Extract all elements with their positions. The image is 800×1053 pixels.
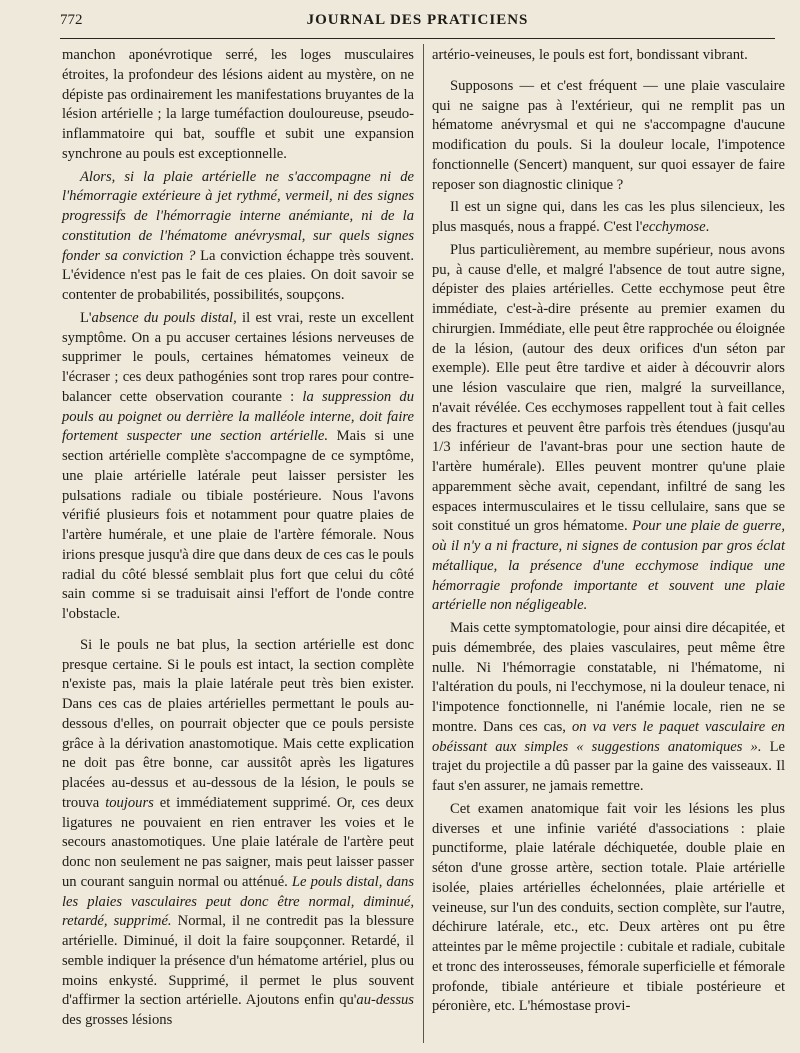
page-header: [60, 10, 775, 32]
page-number: 772: [60, 12, 83, 28]
right-column: [432, 46, 785, 1017]
paragraph: manchon aponévrotique serré, les loges musculaires étroites, la profondeur des lésions aident au mystère, on ne dépiste pas ordinairement les manifestations bruyantes de la lésion artérielle ; la large tuméfaction douloureuse, pseudo-inflammatoire qui bat, souffle et subit une expansion synchrone au pouls est exceptionnelle.: [62, 47, 414, 162]
paragraph: Plus particulièrement, au membre supérieur, nous avons pu, à cause d'elle, et malgré l'absence de tout autre signe, dépister des plaies artérielles. Cette ecchymose peut être immédiate, c'est-à-dire présente au premier examen du chirurgien. Immédiate, elle peut être rapprochée ou éloignée de la lésion, (autour des deux orifices d'un séton par exemple). Elle peut être tardive et aider à découvrir alors une lésion vasculaire que rien, malgré la surveillance, n'avait révélée. Ces ecchymoses rappellent tout à fait celles des fractures et peuvent être parfois très étendues (jusqu'au 1/3 inférieur de l'avant-bras pour une section haute de l'artère humérale). Elles peuvent montrer qu'une plaie apparemment sèche avait, cependant, infiltré de sang les espaces intermusculaires et le tissu cellulaire, sans que se soit constitué un gros hématome. Pour une plaie de guerre, où il n'y a ni fracture, ni signes de contusion par gros éclat métallique, la présence d'une ecchymose indique une hémorragie profonde importante et souvent une plaie artérielle non négligeable.: [432, 241, 785, 614]
column-divider: [423, 44, 424, 1043]
paragraph: Supposons — et c'est fréquent — une plaie vasculaire qui ne saigne pas à l'extérieur, qui ne remplit pas un hématome anévrysmal et qui ne s'accompagne d'aucune modification du pouls. Si la douleur locale, l'impotence fonctionnelle (Sencert) manquent, sur quoi essayer de faire reposer son diagnostic clinique ?: [432, 77, 785, 193]
paragraph: Cet examen anatomique fait voir les lésions les plus diverses et une infinie variété d'associations : plaie punctiforme, plaie latérale déchiquetée, double plaie en séton d'une grosse artère, section totale. Plaie artérielle isolée, plaies artérielles échelonnées, plaie artérielle et veineuse, sur l'un des conduits, section complète, sur l'autre, déchirure latérale, etc., etc. Deux artères ont pu être atteintes par le même projectile : cubitale et radiale, cubitale et tronc des interosseuses, fémorale superficielle et fémorale profonde, tibiale antérieure et tibiale postérieure et péronière, etc. L'hémostase provi-: [432, 800, 785, 1015]
paragraph: Mais cette symptomatologie, pour ainsi dire décapitée, et puis démembrée, des plaies vasculaires, peut même être nulle. Ni l'hémorragie constatable, ni l'hématome, ni l'altération du pouls, ni l'ecchymose, ni la douleur tenace, ni l'impotence fonctionnelle, ni l'anémie locale, rien ne se montre. Dans ces cas, on va vers le paquet vasculaire en obéissant aux simples « suggestions anatomiques ». Le trajet du projectile a dû passer par la gaine des vaisseaux. Il faut s'en assurer, ne jamais remettre.: [432, 620, 785, 794]
paragraph: artério-veineuses, le pouls est fort, bondissant vibrant.: [432, 47, 748, 63]
header-rule: [60, 38, 775, 39]
paragraph: Si le pouls ne bat plus, la section artérielle est donc presque certaine. Si le pouls est intact, la section complète n'existe pas, mais la plaie latérale peut très bien exister. Dans ces cas de plaies artérielles permettant le pouls au-dessous d'elles, on pourrait objecter que ce pouls persiste grâce à la dérivation anastomotique. Mais cette explication ne doit pas être bonne, car aussitôt après les ligatures placées au-dessus et au-dessous de la lésion, le pouls se trouva toujours et immédiatement supprimé. Or, ces deux ligatures ne pouvaient en rien entraver les voies et le secours anastomotiques. Une plaie latérale de l'artère peut donc non seulement ne pas saigner, mais peut laisser passer un courant sanguin normal ou atténué. Le pouls distal, dans les plaies vasculaires peut donc être normal, diminué, retardé, supprimé. Normal, il ne contredit pas la blessure artérielle. Diminué, il doit la faire soupçonner. Retardé, il semble indiquer la présence d'un hématome artériel, plus ou moins enkysté. Supprimé, il permet le plus souvent d'affirmer la section artérielle. Ajoutons enfin qu'au-dessus des grosses lésions: [62, 636, 414, 1028]
running-title: JOURNAL DES PRATICIENS: [306, 12, 529, 28]
paragraph: L'absence du pouls distal, il est vrai, reste un excellent symptôme. On a pu accuser certaines lésions nerveuses de supprimer le pouls, certaines hématomes veineux de l'écraser ; ces deux pathogénies sont trop rares pour contre-balancer cette observation courante : la suppression du pouls au poignet ou derrière la malléole interne, doit faire fortement suspecter une section artérielle. Mais si une section artérielle complète s'accompagne de ce symptôme, une plaie artérielle latérale peut laisser persister les pulsations radiale ou tibiale postérieure. Nous l'avons vérifié plusieurs fois et notamment pour quatre plaies de l'artère humérale, et une plaie de l'artère fémorale. Nous irions presque jusqu'à dire que dans deux de ces cas le pouls radial du côté blessé semblait plus fort que celui du côté sain comme si se traduisait ainsi l'effort de l'onde contre l'obstacle.: [62, 309, 414, 622]
left-column: [62, 46, 414, 1031]
paragraph: Il est un signe qui, dans les cas les plus silencieux, les plus masqués, nous a frappé. C'est l'ecchymose.: [432, 199, 785, 235]
paragraph: Alors, si la plaie artérielle ne s'accompagne ni de l'hémorragie extérieure à jet rythmé, vermeil, ni des signes progressifs de l'hémorragie interne anémiante, ni de la constitution de l'hématome anévrysmal, sur quels signes fonder sa conviction ? La conviction échappe très souvent. L'évidence n'est pas le fait de ces plaies. On doit savoir se contenter de probabilités, possibilités, soupçons.: [62, 168, 415, 303]
